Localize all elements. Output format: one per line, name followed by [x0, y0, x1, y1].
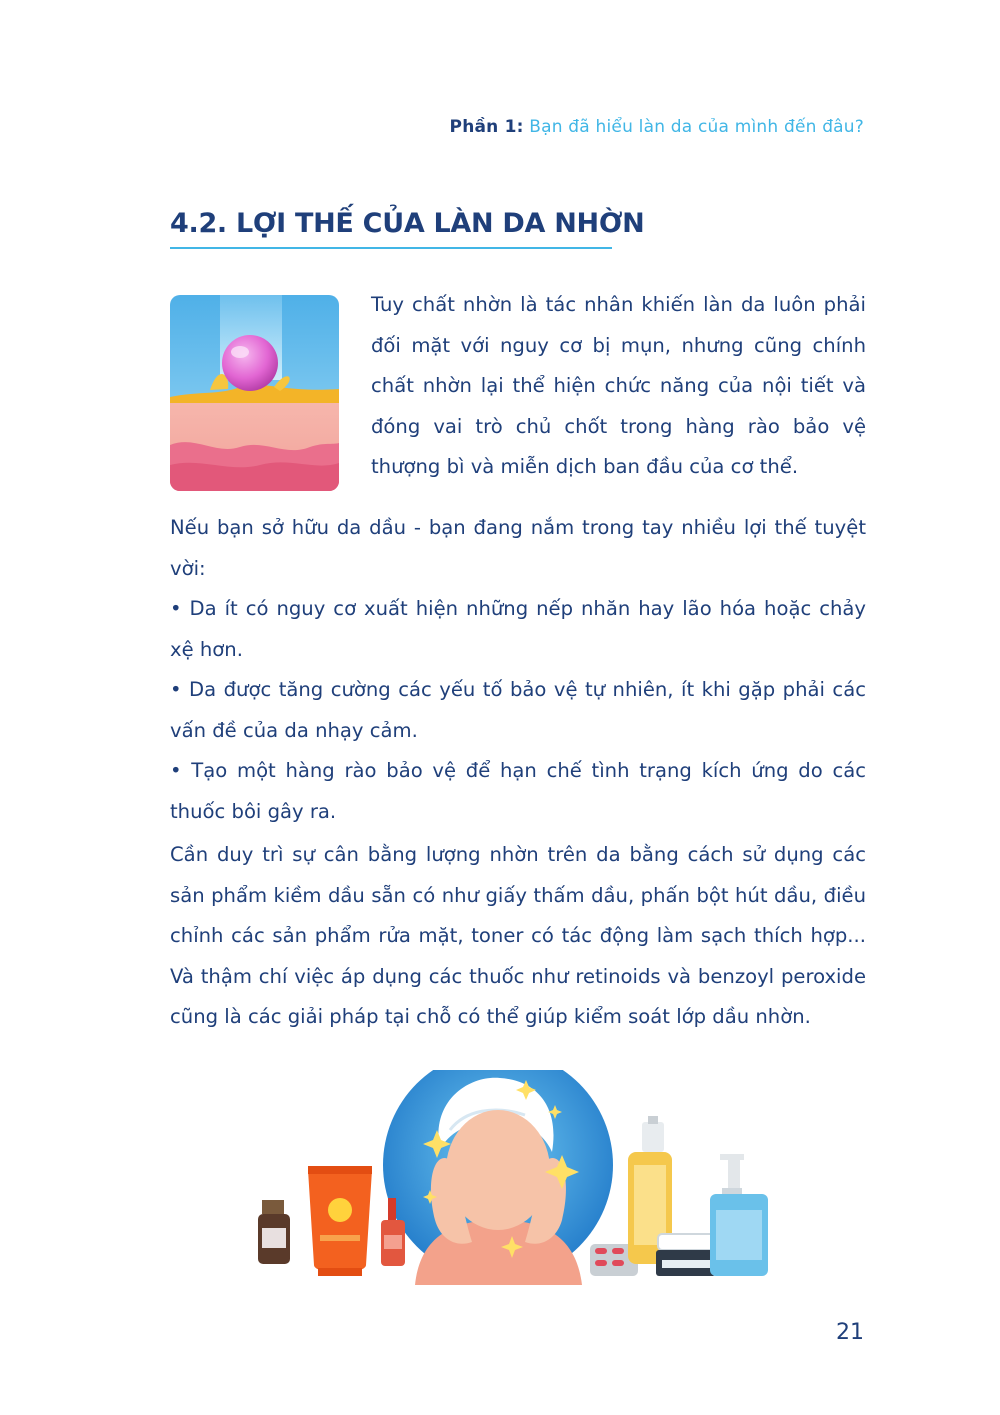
- running-header: [450, 117, 864, 137]
- skincare-products-woman-illustration: [250, 1070, 780, 1285]
- lead-paragraph: Nếu bạn sở hữu da dầu - bạn đang nắm trong tay nhiều lợi thế tuyệt vời:: [170, 516, 866, 580]
- benefit-list: [170, 589, 866, 832]
- skin-oil-layer-illustration: [170, 295, 339, 491]
- part-label: Phần 1:: [449, 117, 524, 137]
- part-title: Bạn đã hiểu làn da của mình đến đâu?: [529, 117, 864, 137]
- closing-paragraph: Cần duy trì sự cân bằng lượng nhờn trên da bằng cách sử dụng các sản phẩm kiềm dầu sẵn có như giấy thấm dầu, phấn bột hút dầu, điều chỉnh các sản phẩm rửa mặt, toner có tác động làm sạch thích hợp... Và thậm chí việc áp dụng các thuốc như retinoids và benzoyl peroxide cũng là các giải pháp tại chỗ có thể giúp kiểm soát lớp dầu nhờn.: [170, 843, 866, 1028]
- intro-paragraph: Tuy chất nhờn là tác nhân khiến làn da luôn phải đối mặt với nguy cơ bị mụn, nhưng cũng chính chất nhờn lại thể hiện chức năng của nội tiết và đóng vai trò chủ chốt trong hàng rào bảo vệ thượng bì và miễn dịch ban đầu của cơ thể.: [371, 293, 866, 478]
- section-title: 4.2. LỢI THẾ CỦA LÀN DA NHỜN: [170, 208, 612, 249]
- page-number: 21: [836, 1320, 864, 1345]
- list-item: • Tạo một hàng rào bảo vệ để hạn chế tình trạng kích ứng do các thuốc bôi gây ra.: [170, 759, 866, 823]
- list-item: • Da được tăng cường các yếu tố bảo vệ tự nhiên, ít khi gặp phải các vấn đề của da nhạy cảm.: [170, 678, 866, 742]
- list-item: • Da ít có nguy cơ xuất hiện những nếp nhăn hay lão hóa hoặc chảy xệ hơn.: [170, 597, 866, 661]
